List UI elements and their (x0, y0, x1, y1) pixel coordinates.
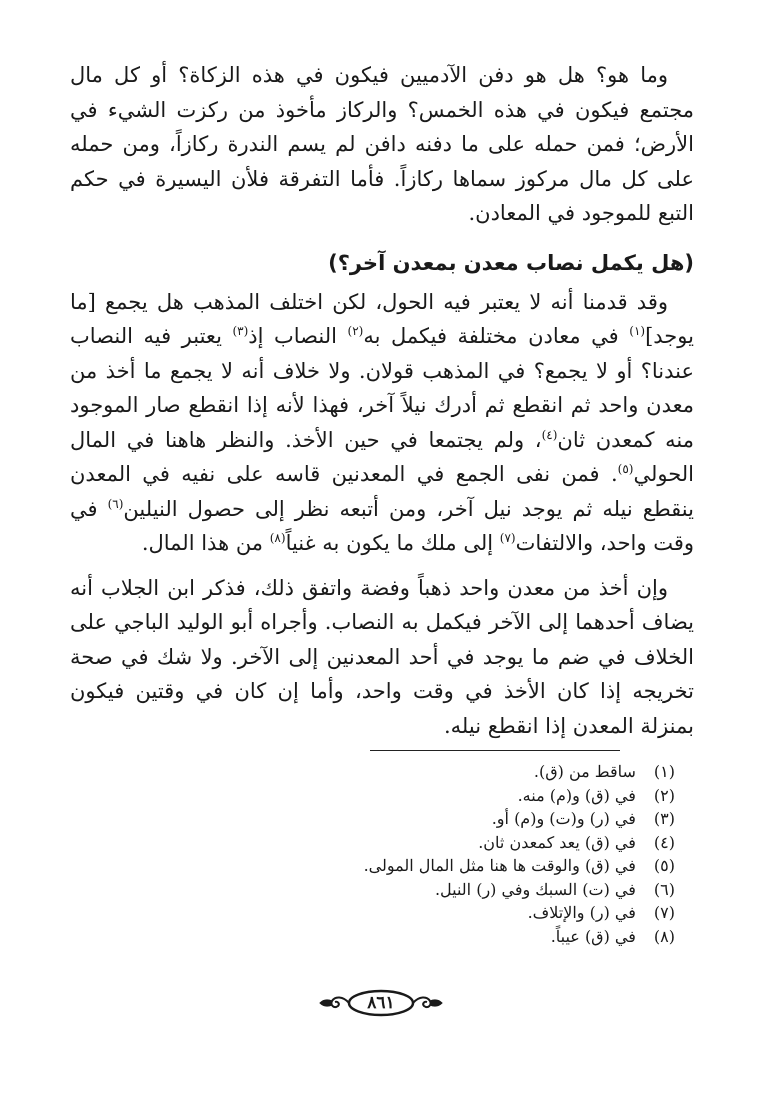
footnote-7 (275, 901, 675, 925)
footnote-text: في (ر) و(ت) و(م) أو. (491, 809, 636, 828)
footnote-text: ساقط من (ق). (533, 762, 636, 781)
paragraph-2 (70, 285, 694, 561)
paragraph-2-text-8: إلى ملك ما يكون به غنياً (285, 531, 500, 555)
footnote-2 (275, 784, 675, 808)
main-text (70, 58, 694, 743)
footnote-number: (٨) (653, 926, 675, 946)
paragraph-2-text-1: وقد قدمنا أنه لا يعتبر فيه الحول، لكن اختلف المذهب هل يجمع [ما يوجد] (70, 289, 694, 348)
paragraph-1 (70, 58, 694, 231)
paragraph-1-text: وما هو؟ هل هو دفن الآدميين فيكون في هذه الزكاة؟ أو كل مال مجتمع فيكون في هذه الخمس؟ والركاز مأخوذ من ركزت الشيء في الأرض؛ فمن حمله على ما دفنه دافن لم يسم الندرة ركازاً، ومن حمله على كل مال مركوز سماها ركازاً. فأما التفرقة فلأن اليسيرة في حكم التبع للموجود في المعادن. (70, 63, 694, 225)
paragraph-2-text-9: من هذا المال. (141, 531, 270, 555)
footnote-divider (370, 750, 620, 751)
paragraph-3-text: وإن أخذ من معدن واحد ذهباً وفضة واتفق ذلك، فذكر ابن الجلاب أنه يضاف أحدهما إلى الآخر فيكمل به النصاب. وأجراه أبو الوليد الباجي على الخلاف في ضم ما يوجد في أحد المعدنين إلى الآخر. ولا شك في صحة تخريجه إذا كان الأخذ في وقت واحد، وأما إن كان في وقتين فيكون بمنزلة المعدن إذا انقطع نيله. (70, 575, 694, 738)
footnote-ref-1[interactable]: (١) (629, 324, 646, 338)
footnote-6 (275, 878, 675, 902)
paragraph-2-text-6: . فمن نفى الجمع في المعدنين قاسه على نفيه في المعدن ينقطع نيله ثم يوجد نيل آخر، ومن أتبعه نظر إلى حصول النيلين (70, 462, 694, 521)
paragraph-2-text-4: يعتبر فيه النصاب عندنا؟ أو لا يجمع؟ في المذهب قولان. ولا خلاف أنه لا يجمع ما أخذ من معدن واحد ثم انقطع ثم أدرك نيلاً آخر، فهذا لأنه إذا انقطع صار الموجود منه كمعدن ثان (70, 324, 694, 452)
footnote-number: (٧) (653, 903, 675, 922)
footnote-4 (275, 831, 675, 855)
paragraph-2-text-2: في معادن مختلفة فيكمل به (363, 324, 630, 348)
footnote-ref-8[interactable]: (٨) (269, 531, 286, 545)
footnote-1 (275, 760, 675, 784)
footnote-text: في (ق) يعد كمعدن ثان. (478, 832, 636, 852)
footnote-number: (٥) (653, 856, 675, 875)
page-number: ٨٦١ (367, 993, 395, 1013)
footnote-number: (٢) (653, 785, 675, 805)
footnote-text: في (ق) و(م) منه. (517, 785, 636, 805)
paragraph-2-text-5: ، ولم يجتمعا في حين الأخذ. والنظر هاهنا في المال الحولي (70, 427, 694, 486)
footnote-text: في (ت) السبك وفي (ر) النيل. (434, 879, 636, 899)
section-heading: (هل يكمل نصاب معدن بمعدن آخر؟) (328, 250, 694, 275)
footnote-number: (٣) (653, 809, 675, 828)
footnote-text: في (ق) عيباً. (550, 926, 636, 946)
footnote-ref-5[interactable]: (٥) (617, 462, 634, 476)
paragraph-3 (70, 571, 694, 744)
footnote-ref-4[interactable]: (٤) (541, 427, 558, 442)
footnote-number: (١) (653, 762, 675, 781)
footnote-3 (275, 807, 675, 831)
footnote-5 (275, 854, 675, 878)
footnote-ref-3[interactable]: (٣) (232, 324, 249, 338)
paragraph-2-text-7: في وقت واحد، والالتفات (70, 496, 694, 555)
footnotes (275, 760, 675, 948)
footnote-8 (275, 925, 675, 949)
paragraph-2-text-3: النصاب إذ (248, 324, 348, 348)
footnote-ref-2[interactable]: (٢) (347, 324, 364, 338)
page-number-ornament (311, 988, 451, 1018)
footnote-number: (٦) (653, 879, 675, 899)
footnote-number: (٤) (653, 832, 675, 852)
footnote-text: في (ر) والإتلاف. (527, 903, 636, 922)
footnote-ref-7[interactable]: (٧) (499, 531, 516, 545)
footnote-ref-6[interactable]: (٦) (107, 496, 124, 511)
footnote-text: في (ق) والوقت ها هنا مثل المال المولى. (363, 856, 636, 875)
